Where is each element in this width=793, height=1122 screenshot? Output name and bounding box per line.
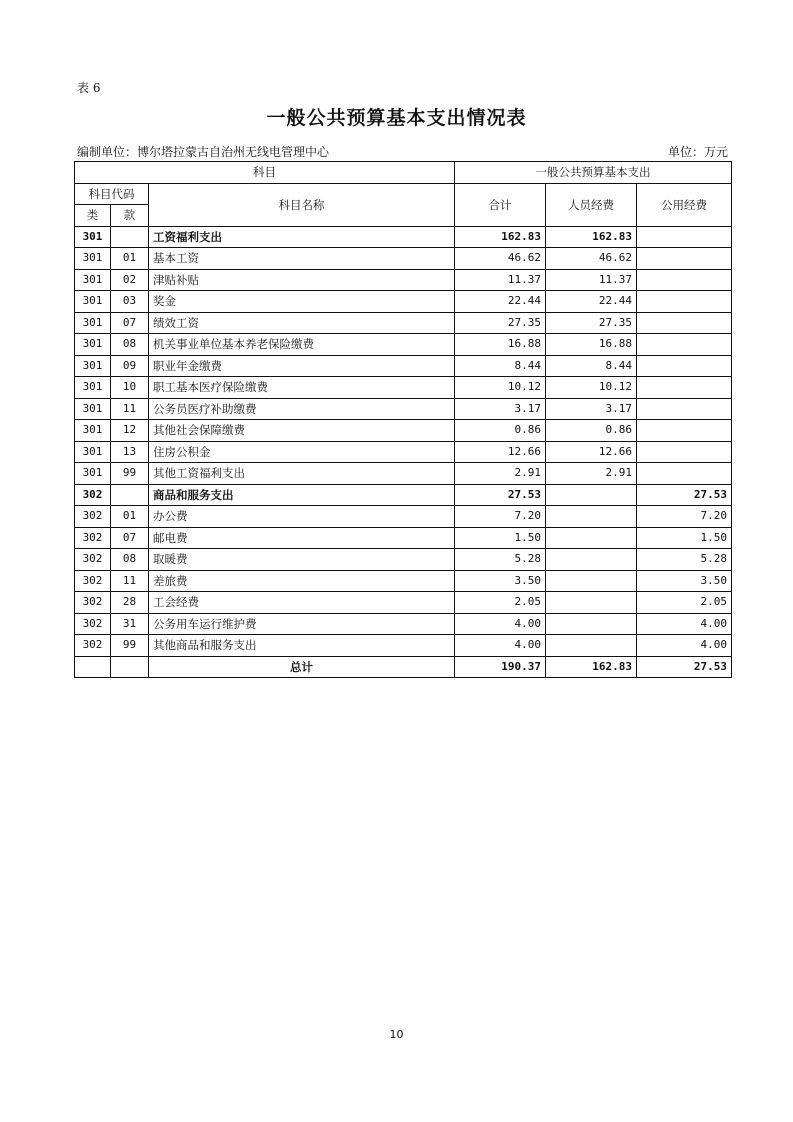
class-cell: 302 <box>75 549 111 571</box>
table-row <box>75 355 732 377</box>
subject-name-cell: 差旅费 <box>149 570 455 592</box>
total-cell: 11.37 <box>455 269 546 291</box>
grand-total-value: 190.37 <box>455 656 546 678</box>
public-cell <box>637 312 732 334</box>
page-number: 10 <box>389 1028 404 1041</box>
class-cell: 301 <box>75 398 111 420</box>
subject-name-cell: 职业年金缴费 <box>149 355 455 377</box>
table-row <box>75 549 732 571</box>
personnel-cell <box>546 549 637 571</box>
subject-name-cell: 邮电费 <box>149 527 455 549</box>
personnel-cell: 3.17 <box>546 398 637 420</box>
total-cell: 22.44 <box>455 291 546 313</box>
public-cell <box>637 334 732 356</box>
item-cell: 10 <box>111 377 149 399</box>
personnel-cell <box>546 527 637 549</box>
personnel-cell: 46.62 <box>546 248 637 270</box>
personnel-cell: 12.66 <box>546 441 637 463</box>
class-cell: 301 <box>75 226 111 248</box>
table-row <box>75 312 732 334</box>
total-cell: 2.91 <box>455 463 546 485</box>
budget-table <box>74 161 732 678</box>
class-cell: 301 <box>75 291 111 313</box>
subject-name-cell: 公务员医疗补助缴费 <box>149 398 455 420</box>
public-cell <box>637 441 732 463</box>
personnel-cell: 0.86 <box>546 420 637 442</box>
personnel-cell: 27.35 <box>546 312 637 334</box>
header-subject: 科目 <box>75 162 455 184</box>
table-row <box>75 420 732 442</box>
subject-name-cell: 机关事业单位基本养老保险缴费 <box>149 334 455 356</box>
public-cell <box>637 420 732 442</box>
total-cell: 10.12 <box>455 377 546 399</box>
personnel-cell: 162.83 <box>546 226 637 248</box>
item-cell: 01 <box>111 248 149 270</box>
public-cell: 3.50 <box>637 570 732 592</box>
class-cell: 301 <box>75 441 111 463</box>
table-row <box>75 398 732 420</box>
header-basic-expenditure: 一般公共预算基本支出 <box>455 162 732 184</box>
class-cell: 301 <box>75 355 111 377</box>
personnel-cell: 22.44 <box>546 291 637 313</box>
header-row <box>75 183 732 205</box>
grand-total-label: 总计 <box>149 656 455 678</box>
class-cell: 301 <box>75 312 111 334</box>
class-cell: 302 <box>75 506 111 528</box>
personnel-cell <box>546 506 637 528</box>
class-cell: 302 <box>75 635 111 657</box>
page-title: 一般公共预算基本支出情况表 <box>266 107 527 129</box>
item-cell: 99 <box>111 463 149 485</box>
subject-name-cell: 商品和服务支出 <box>149 484 455 506</box>
subject-name-cell: 其他工资福利支出 <box>149 463 455 485</box>
class-cell: 301 <box>75 463 111 485</box>
total-cell: 7.20 <box>455 506 546 528</box>
header-subject-code: 科目代码 <box>75 183 149 205</box>
table-row <box>75 592 732 614</box>
total-cell: 27.53 <box>455 484 546 506</box>
total-cell: 0.86 <box>455 420 546 442</box>
subject-name-cell: 公务用车运行维护费 <box>149 613 455 635</box>
class-cell: 301 <box>75 377 111 399</box>
subject-name-cell: 取暖费 <box>149 549 455 571</box>
total-cell: 1.50 <box>455 527 546 549</box>
table-row <box>75 527 732 549</box>
header-class: 类 <box>75 205 111 227</box>
public-cell <box>637 291 732 313</box>
total-cell: 4.00 <box>455 613 546 635</box>
class-cell: 302 <box>75 484 111 506</box>
personnel-cell <box>546 635 637 657</box>
class-cell: 301 <box>75 269 111 291</box>
item-cell: 11 <box>111 570 149 592</box>
public-cell <box>637 248 732 270</box>
class-cell: 301 <box>75 334 111 356</box>
personnel-cell <box>546 484 637 506</box>
item-cell: 99 <box>111 635 149 657</box>
subject-name-cell: 奖金 <box>149 291 455 313</box>
table-row <box>75 269 732 291</box>
table-row <box>75 463 732 485</box>
subject-name-cell: 津贴补贴 <box>149 269 455 291</box>
header-row <box>75 162 732 184</box>
grand-total-public: 27.53 <box>637 656 732 678</box>
total-cell: 16.88 <box>455 334 546 356</box>
item-cell: 28 <box>111 592 149 614</box>
table-row <box>75 613 732 635</box>
public-cell: 2.05 <box>637 592 732 614</box>
table-row <box>75 441 732 463</box>
public-cell: 4.00 <box>637 613 732 635</box>
public-cell: 5.28 <box>637 549 732 571</box>
total-cell: 4.00 <box>455 635 546 657</box>
total-cell: 3.50 <box>455 570 546 592</box>
grand-total-personnel: 162.83 <box>546 656 637 678</box>
item-cell: 01 <box>111 506 149 528</box>
subject-name-cell: 基本工资 <box>149 248 455 270</box>
public-cell: 4.00 <box>637 635 732 657</box>
item-cell: 07 <box>111 527 149 549</box>
class-cell <box>75 656 111 678</box>
subject-name-cell: 其他商品和服务支出 <box>149 635 455 657</box>
table-row-category <box>75 484 732 506</box>
header-item: 款 <box>111 205 149 227</box>
public-cell: 27.53 <box>637 484 732 506</box>
total-cell: 3.17 <box>455 398 546 420</box>
item-cell: 12 <box>111 420 149 442</box>
item-cell: 11 <box>111 398 149 420</box>
total-cell: 5.28 <box>455 549 546 571</box>
header-public: 公用经费 <box>637 183 732 226</box>
personnel-cell <box>546 570 637 592</box>
subject-name-cell: 其他社会保障缴费 <box>149 420 455 442</box>
header-personnel: 人员经费 <box>546 183 637 226</box>
class-cell: 301 <box>75 248 111 270</box>
compiling-unit: 编制单位：博尔塔拉蒙古自治州无线电管理中心 <box>77 145 330 159</box>
item-cell: 03 <box>111 291 149 313</box>
total-cell: 162.83 <box>455 226 546 248</box>
total-cell: 27.35 <box>455 312 546 334</box>
personnel-cell: 2.91 <box>546 463 637 485</box>
subject-name-cell: 办公费 <box>149 506 455 528</box>
table-tag: 表 6 <box>77 81 101 95</box>
subject-name-cell: 住房公积金 <box>149 441 455 463</box>
header-subject-name: 科目名称 <box>149 183 455 226</box>
total-cell: 46.62 <box>455 248 546 270</box>
grand-total-row <box>75 656 732 678</box>
item-cell <box>111 226 149 248</box>
table-row <box>75 291 732 313</box>
table-row <box>75 635 732 657</box>
personnel-cell: 16.88 <box>546 334 637 356</box>
public-cell: 7.20 <box>637 506 732 528</box>
header-total: 合计 <box>455 183 546 226</box>
subject-name-cell: 工会经费 <box>149 592 455 614</box>
item-cell: 09 <box>111 355 149 377</box>
personnel-cell: 8.44 <box>546 355 637 377</box>
item-cell: 07 <box>111 312 149 334</box>
item-cell: 31 <box>111 613 149 635</box>
public-cell: 1.50 <box>637 527 732 549</box>
table-row <box>75 377 732 399</box>
table-row <box>75 334 732 356</box>
item-cell: 02 <box>111 269 149 291</box>
total-cell: 2.05 <box>455 592 546 614</box>
class-cell: 302 <box>75 613 111 635</box>
class-cell: 302 <box>75 570 111 592</box>
subject-name-cell: 绩效工资 <box>149 312 455 334</box>
subject-name-cell: 工资福利支出 <box>149 226 455 248</box>
personnel-cell: 11.37 <box>546 269 637 291</box>
class-cell: 302 <box>75 592 111 614</box>
table-row <box>75 570 732 592</box>
total-cell: 12.66 <box>455 441 546 463</box>
item-cell <box>111 484 149 506</box>
total-cell: 8.44 <box>455 355 546 377</box>
table-row-category <box>75 226 732 248</box>
public-cell <box>637 355 732 377</box>
personnel-cell: 10.12 <box>546 377 637 399</box>
public-cell <box>637 269 732 291</box>
public-cell <box>637 377 732 399</box>
public-cell <box>637 463 732 485</box>
item-cell <box>111 656 149 678</box>
personnel-cell <box>546 592 637 614</box>
currency-unit: 单位：万元 <box>667 145 728 159</box>
item-cell: 08 <box>111 334 149 356</box>
table-row <box>75 506 732 528</box>
subject-name-cell: 职工基本医疗保险缴费 <box>149 377 455 399</box>
item-cell: 13 <box>111 441 149 463</box>
public-cell <box>637 226 732 248</box>
personnel-cell <box>546 613 637 635</box>
item-cell: 08 <box>111 549 149 571</box>
table-row <box>75 248 732 270</box>
class-cell: 302 <box>75 527 111 549</box>
public-cell <box>637 398 732 420</box>
class-cell: 301 <box>75 420 111 442</box>
